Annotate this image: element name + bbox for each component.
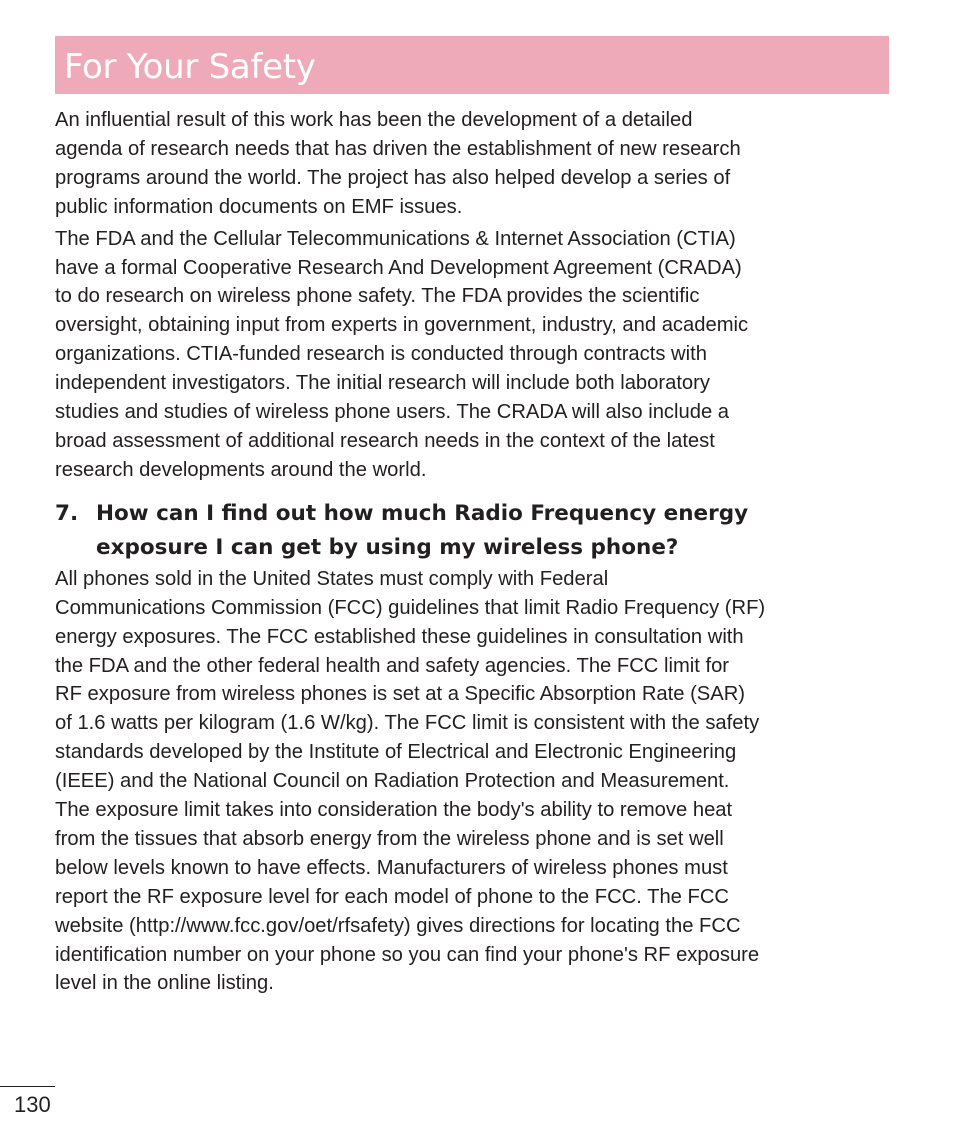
section-header <box>55 36 889 94</box>
page-title: For Your Safety <box>64 47 316 87</box>
page-number: 130 <box>14 1092 51 1117</box>
paragraph-crada: The FDA and the Cellular Telecommunications & Internet Association (CTIA) have a formal Cooperative Research And Development Agreement (CRADA) to do research on wireless phone safety. The FDA provides the scientific oversight, obtaining input from experts in government, industry, and academic organizations. CTIA-funded research is conducted through contracts with independent investigators. The initial research will include both laboratory studies and studies of wireless phone users. The CRADA will also include a broad assessment of additional research needs in the context of the latest research developments around the world. <box>55 227 749 481</box>
footer-rule <box>0 1086 55 1087</box>
main-content <box>55 106 891 1001</box>
question-number: 7. <box>55 500 79 526</box>
question-text: How can I find out how much Radio Frequency energy exposure I can get by using my wireless phone? <box>96 500 749 560</box>
paragraph-emf-research: An influential result of this work has been the development of a detailed agenda of research needs that has driven the establishment of new research programs around the world. The project has also helped develop a series of public information documents on EMF issues. <box>55 109 741 218</box>
paragraph-fcc-limits: All phones sold in the United States must comply with Federal Communications Commission (FCC) guidelines that limit Radio Frequency (RF) energy exposures. The FCC established these guidelines in consultation with the FDA and the other federal health and safety agencies. The FCC limit for RF exposure from wireless phones is set at a Specific Absorption Rate (SAR) of 1.6 watts per kilogram (1.6 W/kg). The FCC limit is consistent with the safety standards developed by the Institute of Electrical and Electronic Engineering (IEEE) and the National Council on Radiation Protection and Measurement. The exposure limit takes into consideration the body's ability to remove heat from the tissues that absorb energy from the wireless phone and is set well below levels known to have effects. Manufacturers of wireless phones must report the RF exposure level for each model of phone to the FCC. The FCC website (http://www.fcc.gov/oet/rfsafety) gives directions for locating the FCC identification number on your phone so you can find your phone's RF exposure level in the online listing. <box>55 567 766 995</box>
question-heading <box>55 497 891 565</box>
